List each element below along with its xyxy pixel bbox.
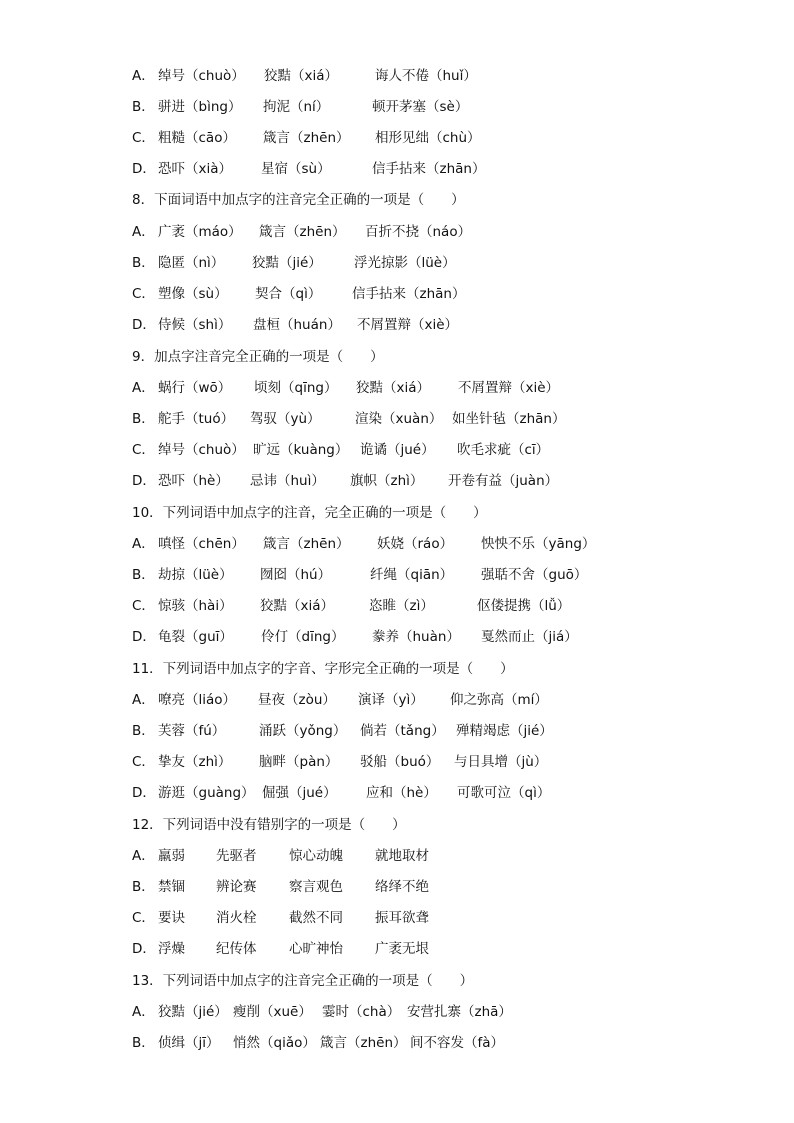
option-word: 渲染（xuàn） xyxy=(355,411,443,427)
option-word: 囫囵（hú） xyxy=(260,567,332,583)
option-label: B． xyxy=(132,879,155,895)
option-word: 契合（qì） xyxy=(255,286,322,302)
option-word: 先驱者 xyxy=(216,848,257,864)
option-label: D． xyxy=(132,629,156,645)
option-word: 妖娆（ráo） xyxy=(377,536,454,552)
option-label: A． xyxy=(132,224,155,240)
option-label: B． xyxy=(132,567,155,583)
option-word: 嘹亮（liáo） xyxy=(158,692,237,708)
option-word: 倘若（tǎng） xyxy=(360,723,445,739)
question-text: 12．下列词语中没有错别字的一项是（ ） xyxy=(132,817,406,833)
option-label: A． xyxy=(132,848,155,864)
option-word: 涌跃（yǒng） xyxy=(259,723,347,739)
option-word: 塑像（sù） xyxy=(158,286,228,302)
option-word: 纤绳（qiān） xyxy=(370,567,454,583)
option-label: A． xyxy=(132,1004,155,1020)
option-word: 纪传体 xyxy=(216,941,257,957)
option-word: 不屑置辩（xiè） xyxy=(458,380,560,396)
option-label: C． xyxy=(132,442,155,458)
option-word: 蜗行（wō） xyxy=(158,380,232,396)
option-word: 狡黠（xiá） xyxy=(260,598,335,614)
option-word: 心旷神怡 xyxy=(289,941,343,957)
option-word: 消火栓 xyxy=(216,910,257,926)
option-word: 劫掠（lüè） xyxy=(158,567,233,583)
option-label: C． xyxy=(132,754,155,770)
option-word: 演译（yì） xyxy=(358,692,424,708)
option-word: 瘦削（xuē） xyxy=(233,1004,312,1020)
option-word: 粗糙（cāo） xyxy=(158,130,236,146)
option-word: 安营扎寨（zhā） xyxy=(407,1004,512,1020)
option-label: A． xyxy=(132,68,155,84)
option-word: 伶仃（dīng） xyxy=(261,629,345,645)
option-word: 驳船（buó） xyxy=(360,754,440,770)
option-label: B． xyxy=(132,99,155,115)
option-word: 侦缉（jī） xyxy=(158,1035,220,1051)
option-word: 驾驭（yù） xyxy=(250,411,321,427)
option-word: 相形见绌（chù） xyxy=(375,130,481,146)
option-word: 狡黠（xiá） xyxy=(356,380,431,396)
option-word: 游逛（guàng） xyxy=(158,785,255,801)
option-word: 与日具增（jù） xyxy=(454,754,548,770)
option-label: B． xyxy=(132,723,155,739)
option-label: C． xyxy=(132,598,155,614)
option-label: D． xyxy=(132,941,156,957)
option-word: 广袤（máo） xyxy=(158,224,242,240)
option-word: 绰号（chuò） xyxy=(158,442,245,458)
option-word: 伛偻提携（lǚ） xyxy=(477,598,571,614)
option-word: 盘桓（huán） xyxy=(253,317,341,333)
option-word: 应和（hè） xyxy=(366,785,437,801)
option-word: 恐吓（hè） xyxy=(158,473,229,489)
option-word: 戛然而止（jiá） xyxy=(481,629,578,645)
option-label: C． xyxy=(132,130,155,146)
option-word: 开卷有益（juàn） xyxy=(448,473,559,489)
option-word: 骈进（bìng） xyxy=(158,99,242,115)
option-word: 星宿（sù） xyxy=(261,161,331,177)
option-word: 恣睢（zì） xyxy=(369,598,434,614)
option-word: 浮光掠影（lüè） xyxy=(354,255,456,271)
option-label: B． xyxy=(132,255,155,271)
option-word: 不屑置辩（xiè） xyxy=(357,317,459,333)
option-word: 旷远（kuàng） xyxy=(253,442,349,458)
option-word: 倔强（jué） xyxy=(262,785,337,801)
option-word: 辨论赛 xyxy=(216,879,257,895)
option-word: 百折不挠（náo） xyxy=(365,224,472,240)
option-word: 诲人不倦（huǐ） xyxy=(375,68,477,84)
option-word: 殚精竭虑（jié） xyxy=(456,723,553,739)
option-word: 隐匿（nì） xyxy=(158,255,225,271)
option-word: 侍候（shì） xyxy=(158,317,232,333)
option-word: 狡黠（jié） xyxy=(158,1004,228,1020)
option-word: 绰号（chuò） xyxy=(158,68,245,84)
option-word: 振耳欲聋 xyxy=(375,910,429,926)
option-word: 忌讳（huì） xyxy=(250,473,325,489)
option-word: 狡黠（xiá） xyxy=(264,68,339,84)
question-text: 13．下列词语中加点字的注音完全正确的一项是（ ） xyxy=(132,973,474,989)
option-word: 信手拈来（zhān） xyxy=(372,161,486,177)
option-word: 截然不同 xyxy=(289,910,343,926)
option-word: 昼夜（zòu） xyxy=(258,692,336,708)
question-text: 9．加点字注音完全正确的一项是（ ） xyxy=(132,349,384,365)
option-label: D． xyxy=(132,161,156,177)
option-word: 禁锢 xyxy=(158,879,185,895)
option-word: 箴言（zhēn） xyxy=(320,1035,407,1051)
option-word: 吹毛求疵（cī） xyxy=(457,442,550,458)
option-word: 浮燥 xyxy=(158,941,185,957)
option-word: 豢养（huàn） xyxy=(372,629,460,645)
option-word: 箴言（zhēn） xyxy=(263,130,350,146)
option-label: C． xyxy=(132,286,155,302)
option-word: 悄然（qiǎo） xyxy=(233,1035,316,1051)
option-label: D． xyxy=(132,785,156,801)
option-word: 信手拈来（zhān） xyxy=(352,286,466,302)
option-label: D． xyxy=(132,473,156,489)
question-text: 10．下列词语中加点字的注音，完全正确的一项是（ ） xyxy=(132,505,487,521)
option-word: 旗帜（zhì） xyxy=(350,473,424,489)
option-word: 霎时（chà） xyxy=(322,1004,401,1020)
option-label: D． xyxy=(132,317,156,333)
option-label: A． xyxy=(132,692,155,708)
option-word: 仰之弥高（mí） xyxy=(450,692,548,708)
option-word: 箴言（zhēn） xyxy=(259,224,346,240)
question-text: 11．下列词语中加点字的字音、字形完全正确的一项是（ ） xyxy=(132,661,514,677)
option-word: 顿开茅塞（sè） xyxy=(372,99,469,115)
option-word: 恐吓（xià） xyxy=(158,161,233,177)
option-word: 顷刻（qīng） xyxy=(254,380,338,396)
option-word: 狡黠（jié） xyxy=(252,255,322,271)
option-word: 间不容发（fà） xyxy=(410,1035,505,1051)
option-word: 芙蓉（fú） xyxy=(158,723,226,739)
option-word: 如坐针毡（zhān） xyxy=(452,411,566,427)
option-word: 可歌可泣（qì） xyxy=(457,785,551,801)
option-word: 龟裂（guī） xyxy=(158,629,233,645)
question-text: 8．下面词语中加点字的注音完全正确的一项是（ ） xyxy=(132,192,465,208)
option-label: B． xyxy=(132,1035,155,1051)
option-label: C． xyxy=(132,910,155,926)
option-word: 脑畔（pàn） xyxy=(259,754,339,770)
option-word: 羸弱 xyxy=(158,848,185,864)
option-word: 察言观色 xyxy=(289,879,343,895)
option-word: 嗔怪（chēn） xyxy=(158,536,245,552)
option-word: 广袤无垠 xyxy=(375,941,429,957)
option-label: A． xyxy=(132,536,155,552)
option-word: 拘泥（ní） xyxy=(263,99,330,115)
option-word: 舵手（tuó） xyxy=(158,411,235,427)
option-word: 箴言（zhēn） xyxy=(263,536,350,552)
option-label: A． xyxy=(132,380,155,396)
option-word: 诡谲（jué） xyxy=(360,442,435,458)
option-word: 就地取材 xyxy=(375,848,429,864)
option-word: 惊骇（hài） xyxy=(158,598,233,614)
option-word: 强聒不舍（guō） xyxy=(481,567,588,583)
option-word: 怏怏不乐（yāng） xyxy=(481,536,596,552)
option-word: 要诀 xyxy=(158,910,185,926)
option-word: 络绎不绝 xyxy=(375,879,429,895)
option-word: 挚友（zhì） xyxy=(158,754,232,770)
option-word: 惊心动魄 xyxy=(289,848,343,864)
option-label: B． xyxy=(132,411,155,427)
